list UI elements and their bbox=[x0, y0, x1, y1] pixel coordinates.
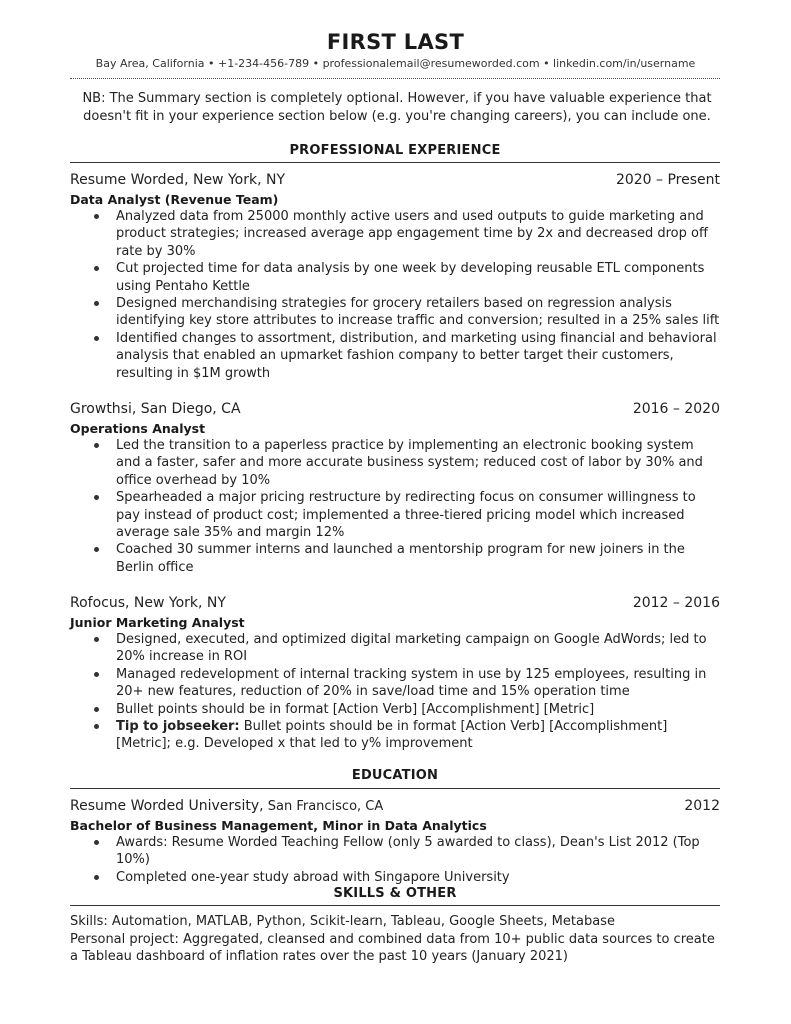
education-bullets bbox=[91, 834, 721, 886]
bullet-text: Managed redevelopment of internal tracking system in use by 125 employees, resulting in 20+ new features, reduction of 20% in save/load time and 15% operation time bbox=[116, 666, 707, 700]
section-rule bbox=[70, 162, 720, 163]
bullet-text: Led the transition to a paperless practice by implementing an electronic booking system and a faster, safer and more accurate business system; reduced cost of labor by 30% and office overhead by 10% bbox=[116, 438, 703, 488]
section-title-skills: SKILLS & OTHER bbox=[333, 886, 457, 901]
job-dates: 2012 – 2016 bbox=[632, 595, 720, 611]
bullet-icon bbox=[94, 707, 99, 712]
list-item bbox=[91, 541, 721, 576]
list-item bbox=[91, 718, 721, 753]
bullet-text: Designed merchandising strategies for grocery retailers based on regression analysis identifying key store attributes to increase traffic and conversion; resulted in a 25% sales lift bbox=[116, 296, 720, 329]
summary-text: NB: The Summary section is completely optional. However, if you have valuable experience that doesn't fit in your experience section below (e.g. you're changing careers), you can include one. bbox=[82, 91, 712, 124]
education-header bbox=[70, 798, 720, 814]
job-header bbox=[70, 172, 720, 188]
skills-line: Skills: Automation, MATLAB, Python, Scikit-learn, Tableau, Google Sheets, Metabase bbox=[70, 914, 615, 929]
section-title-education: EDUCATION bbox=[351, 768, 439, 783]
job-company: Growthsi, San Diego, CA bbox=[70, 401, 241, 417]
school-line bbox=[70, 798, 383, 814]
bullet-icon bbox=[94, 724, 99, 729]
bullet-icon bbox=[94, 301, 99, 306]
list-item bbox=[91, 666, 721, 701]
graduation-year: 2012 bbox=[684, 798, 720, 814]
list-item bbox=[91, 631, 721, 666]
tip-label: Tip to jobseeker: bbox=[116, 719, 240, 735]
bullet-icon bbox=[94, 495, 99, 500]
bullet-icon bbox=[94, 547, 99, 552]
bullet-text: Completed one-year study abroad with Singapore University bbox=[116, 869, 510, 885]
job-bullets bbox=[91, 437, 721, 576]
section-rule bbox=[70, 788, 720, 789]
bullet-icon bbox=[94, 672, 99, 677]
school-location: San Francisco, CA bbox=[263, 799, 384, 814]
list-item bbox=[91, 701, 721, 718]
job-header bbox=[70, 401, 720, 417]
bullet-icon bbox=[94, 840, 99, 845]
job-bullets bbox=[91, 631, 721, 753]
section-rule bbox=[70, 905, 720, 906]
bullet-text: Spearheaded a major pricing restructure by redirecting focus on consumer willingness to pay instead of product cost; implemented a three-tiered pricing model which increased average sale 35% and margin 12% bbox=[116, 490, 696, 541]
bullet-icon bbox=[94, 214, 99, 219]
degree: Bachelor of Business Management, Minor in Data Analytics bbox=[70, 818, 487, 833]
contact-line: Bay Area, California • +1-234-456-789 • professionalemail@resumeworded.com • linkedin.com/in/username bbox=[95, 57, 696, 70]
job-role: Junior Marketing Analyst bbox=[70, 615, 245, 630]
bullet-icon bbox=[94, 443, 99, 448]
job-role: Operations Analyst bbox=[70, 421, 206, 436]
skills-block bbox=[70, 913, 720, 966]
job-bullets bbox=[91, 208, 721, 382]
bullet-icon bbox=[94, 336, 99, 341]
list-item bbox=[91, 330, 721, 382]
list-item bbox=[91, 260, 721, 295]
list-item bbox=[91, 489, 721, 541]
list-item bbox=[91, 834, 721, 869]
school-name: Resume Worded University, bbox=[70, 798, 264, 814]
list-item bbox=[91, 437, 721, 489]
job-role: Data Analyst (Revenue Team) bbox=[70, 192, 279, 207]
bullet-text: Bullet points should be in format [Action Verb] [Accomplishment] [Metric] bbox=[116, 701, 595, 717]
job-dates: 2020 – Present bbox=[615, 172, 720, 188]
header-divider bbox=[70, 78, 720, 79]
list-item bbox=[91, 208, 721, 260]
bullet-icon bbox=[94, 266, 99, 271]
list-item bbox=[91, 295, 721, 330]
job-dates: 2016 – 2020 bbox=[632, 401, 720, 417]
tip-text: Bullet points should be in format [Action Verb] [Accomplishment] [Metric]; e.g. Developed x that led to y% improvement bbox=[116, 719, 668, 752]
project-line: Personal project: Aggregated, cleansed and combined data from 10+ public data sources to create a Tableau dashboard of inflation rates over the past 10 years (January 2021) bbox=[70, 931, 715, 964]
bullet-text: Awards: Resume Worded Teaching Fellow (only 5 awarded to class), Dean's List 2012 (Top 10%) bbox=[116, 835, 700, 868]
bullet-icon bbox=[94, 875, 99, 880]
bullet-text: Coached 30 summer interns and launched a mentorship program for new joiners in the Berlin office bbox=[116, 542, 685, 575]
bullet-text: Cut projected time for data analysis by one week by developing reusable ETL components using Pentaho Kettle bbox=[116, 261, 705, 294]
candidate-name: FIRST LAST bbox=[326, 30, 465, 54]
bullet-icon bbox=[94, 637, 99, 642]
job-header bbox=[70, 595, 720, 611]
job-company: Resume Worded, New York, NY bbox=[70, 172, 285, 188]
list-item bbox=[91, 869, 721, 886]
job-company: Rofocus, New York, NY bbox=[70, 595, 226, 611]
bullet-text: Analyzed data from 25000 monthly active users and used outputs to guide marketing and product strategies; increased average app engagement time by 2x and decreased drop off rate by 30% bbox=[116, 209, 708, 259]
section-title-experience: PROFESSIONAL EXPERIENCE bbox=[289, 143, 501, 158]
bullet-text: Identified changes to assortment, distribution, and marketing using financial and behavioral analysis that enabled an upmarket fashion company to better target their customers, resulting in $1M growth bbox=[116, 330, 717, 381]
bullet-text: Designed, executed, and optimized digital marketing campaign on Google AdWords; led to 20% increase in ROI bbox=[116, 632, 707, 665]
